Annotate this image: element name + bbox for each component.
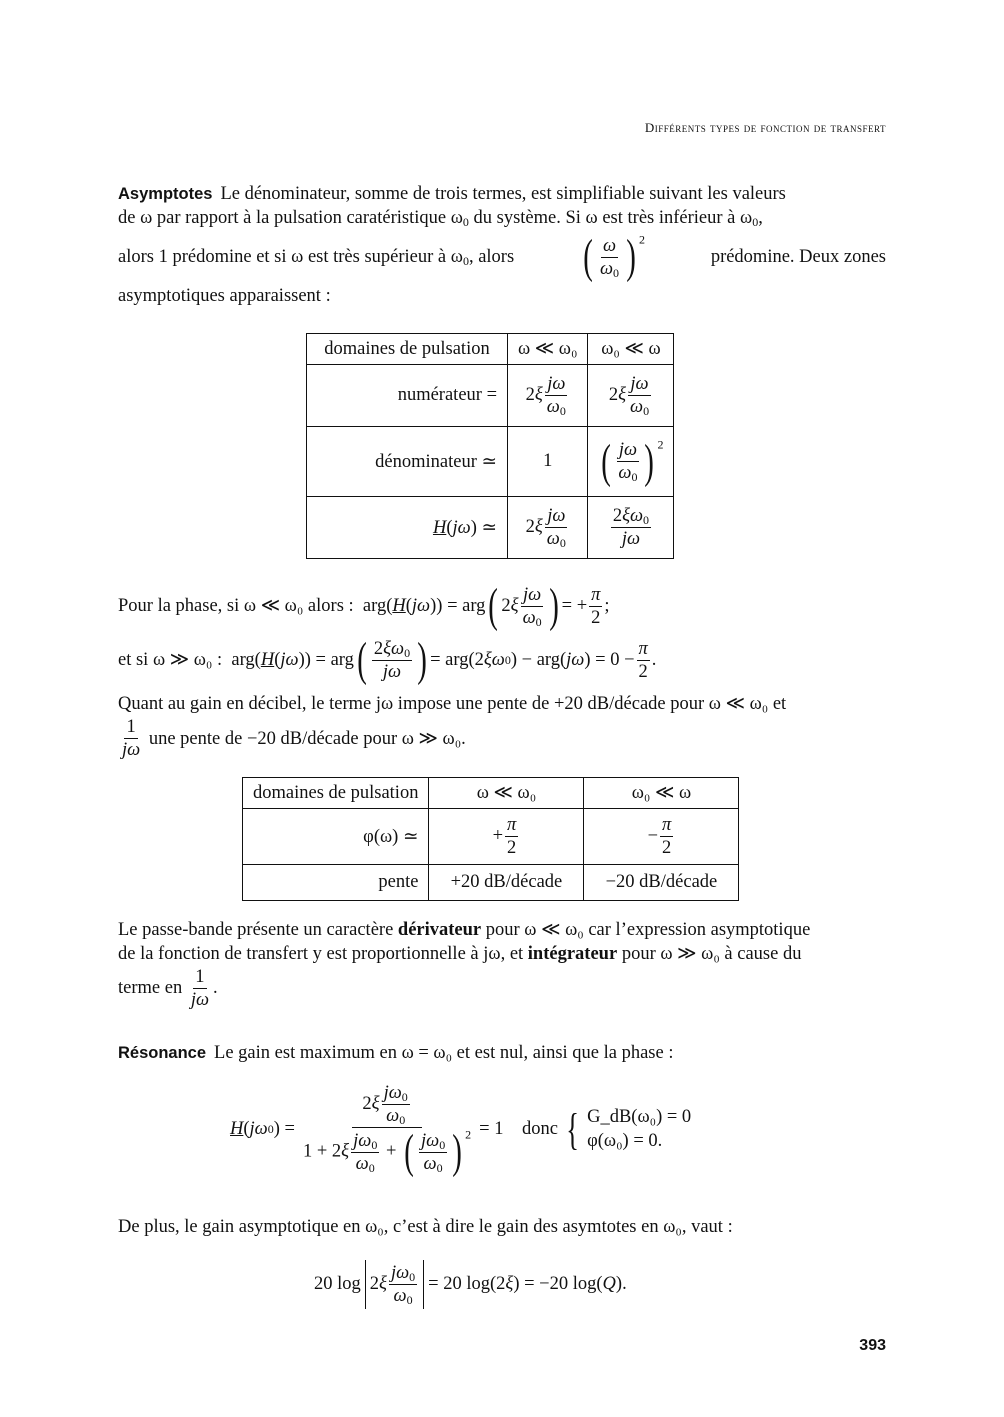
table1-cell: $\frac{2\xi\omega_0}{j\omega}$: [588, 497, 674, 559]
table2-cell: +20 dB/décade: [429, 865, 584, 901]
gain-line2: $\frac{1}{j\omega}$ une pente de −20 dB/décade pour ω ≫ ω₀.: [122, 717, 466, 760]
phase-line1: Pour la phase, si ω ≪ ω₀ alors : arg( H ( jω )) = arg ( 2 ξ $\frac{j\omega}{\omega_0}$ ) = + $\frac{\pi}{2}$ ;: [118, 579, 610, 632]
passband-line3: terme en $\frac{1}{j\omega}$ .: [118, 967, 218, 1010]
table2-cell: + $\frac{\pi}{2}$: [429, 809, 584, 865]
table2-row-label: φ(ω) ≃: [243, 809, 429, 865]
table1-cell: 2ξ $\frac{j\omega}{\omega_0}$: [588, 365, 674, 427]
table2-cell: − $\frac{\pi}{2}$: [584, 809, 739, 865]
asymptotes-line4: asymptotiques apparaissent :: [118, 286, 331, 306]
gain-asymptotic-equation: 20 log 2ξ $\frac{j\omega_0}{\omega_0}$ = 20 log(2 ξ ) = −20 log( Q ).: [314, 1260, 627, 1309]
resonance-condition: G_dB(ω₀) = 0: [587, 1107, 692, 1127]
table1-cell: ( $\frac{j\omega}{\omega_0}$ ) $^2$: [588, 427, 674, 497]
running-header: Différents types de fonction de transfert: [644, 120, 886, 135]
table1-header: ω₀ ≪ ω: [588, 334, 674, 365]
table-phase-slope: [242, 777, 739, 901]
document-page: [118, 0, 886, 1417]
resonance-paragraph: Résonance Le gain est maximum en ω = ω₀ et est nul, ainsi que la phase :: [118, 1043, 674, 1063]
table2-header: ω₀ ≪ ω: [584, 778, 739, 809]
table1-row-label: H(jω) ≃: [307, 497, 508, 559]
asymptotes-paragraph: Asymptotes Le dénominateur, somme de trois termes, est simplifiable suivant les valeurs de ω par rapport à la pulsation caratéristique $\omega_0$ du système. Si ω est très inférieur à $\omega_0$,: [118, 184, 786, 229]
table1-cell: 2ξ $\frac{j\omega}{\omega_0}$: [508, 497, 588, 559]
table1-cell: 1: [508, 427, 588, 497]
passband-paragraph: Le passe-bande présente un caractère dérivateur pour ω ≪ ω₀ car l’expression asymptotique de la fonction de transfert y est proportionnelle à jω, et intégrateur pour ω ≫ ω₀ à cause du: [118, 920, 811, 964]
table1-header: domaines de pulsation: [307, 334, 508, 365]
table2-row-label: pente: [243, 865, 429, 901]
table2-header: ω ≪ ω₀: [429, 778, 584, 809]
gain-line1: Quant au gain en décibel, le terme jω impose une pente de +20 dB/décade pour ω ≪ ω₀ et: [118, 694, 787, 714]
asymptotes-heading: Asymptotes: [118, 185, 213, 203]
gain-asymptotic-text: De plus, le gain asymptotique en ω₀, c’est à dire le gain des asymtotes en ω₀, vaut :: [118, 1217, 733, 1237]
table-asymptotic-domains: [306, 333, 674, 559]
table1-header: ω ≪ ω₀: [508, 334, 588, 365]
page-number: 393: [859, 1337, 886, 1354]
resonance-condition: φ(ω₀) = 0.: [587, 1131, 663, 1151]
resonance-equation: H ( jω 0 ) = 2ξ $\frac{j\omega_0}{\omega_0}$ 1 + 2ξ $\frac{j\omega_0}{\omega_0}$ + ( $\frac{j\omega_0}{\omega_0}$ ) $^2$ = 1 donc { G_dB(ω₀) = 0 φ(ω₀) = 0.: [230, 1083, 692, 1178]
table1-row-label: dénominateur ≃: [307, 427, 508, 497]
phase-line2: et si ω ≫ ω₀ : arg( H ( jω )) = arg ( $\frac{2\xi\omega_0}{j\omega}$ ) = arg(2 ξω 0 ) − arg( jω ) = 0 − $\frac{\pi}{2}$ .: [118, 633, 657, 686]
table1-cell: 2ξ $\frac{j\omega}{\omega_0}$: [508, 365, 588, 427]
table2-cell: −20 dB/décade: [584, 865, 739, 901]
table2-header: domaines de pulsation: [243, 778, 429, 809]
table1-row-label: numérateur =: [307, 365, 508, 427]
asymptotes-line3: alors 1 prédomine et si ω est très supérieur à $\omega_0$, alors ( $\frac{\omega}{\omega_0}$ ) $^2$ prédomine. Deux zones: [118, 230, 886, 283]
resonance-heading: Résonance: [118, 1044, 207, 1062]
